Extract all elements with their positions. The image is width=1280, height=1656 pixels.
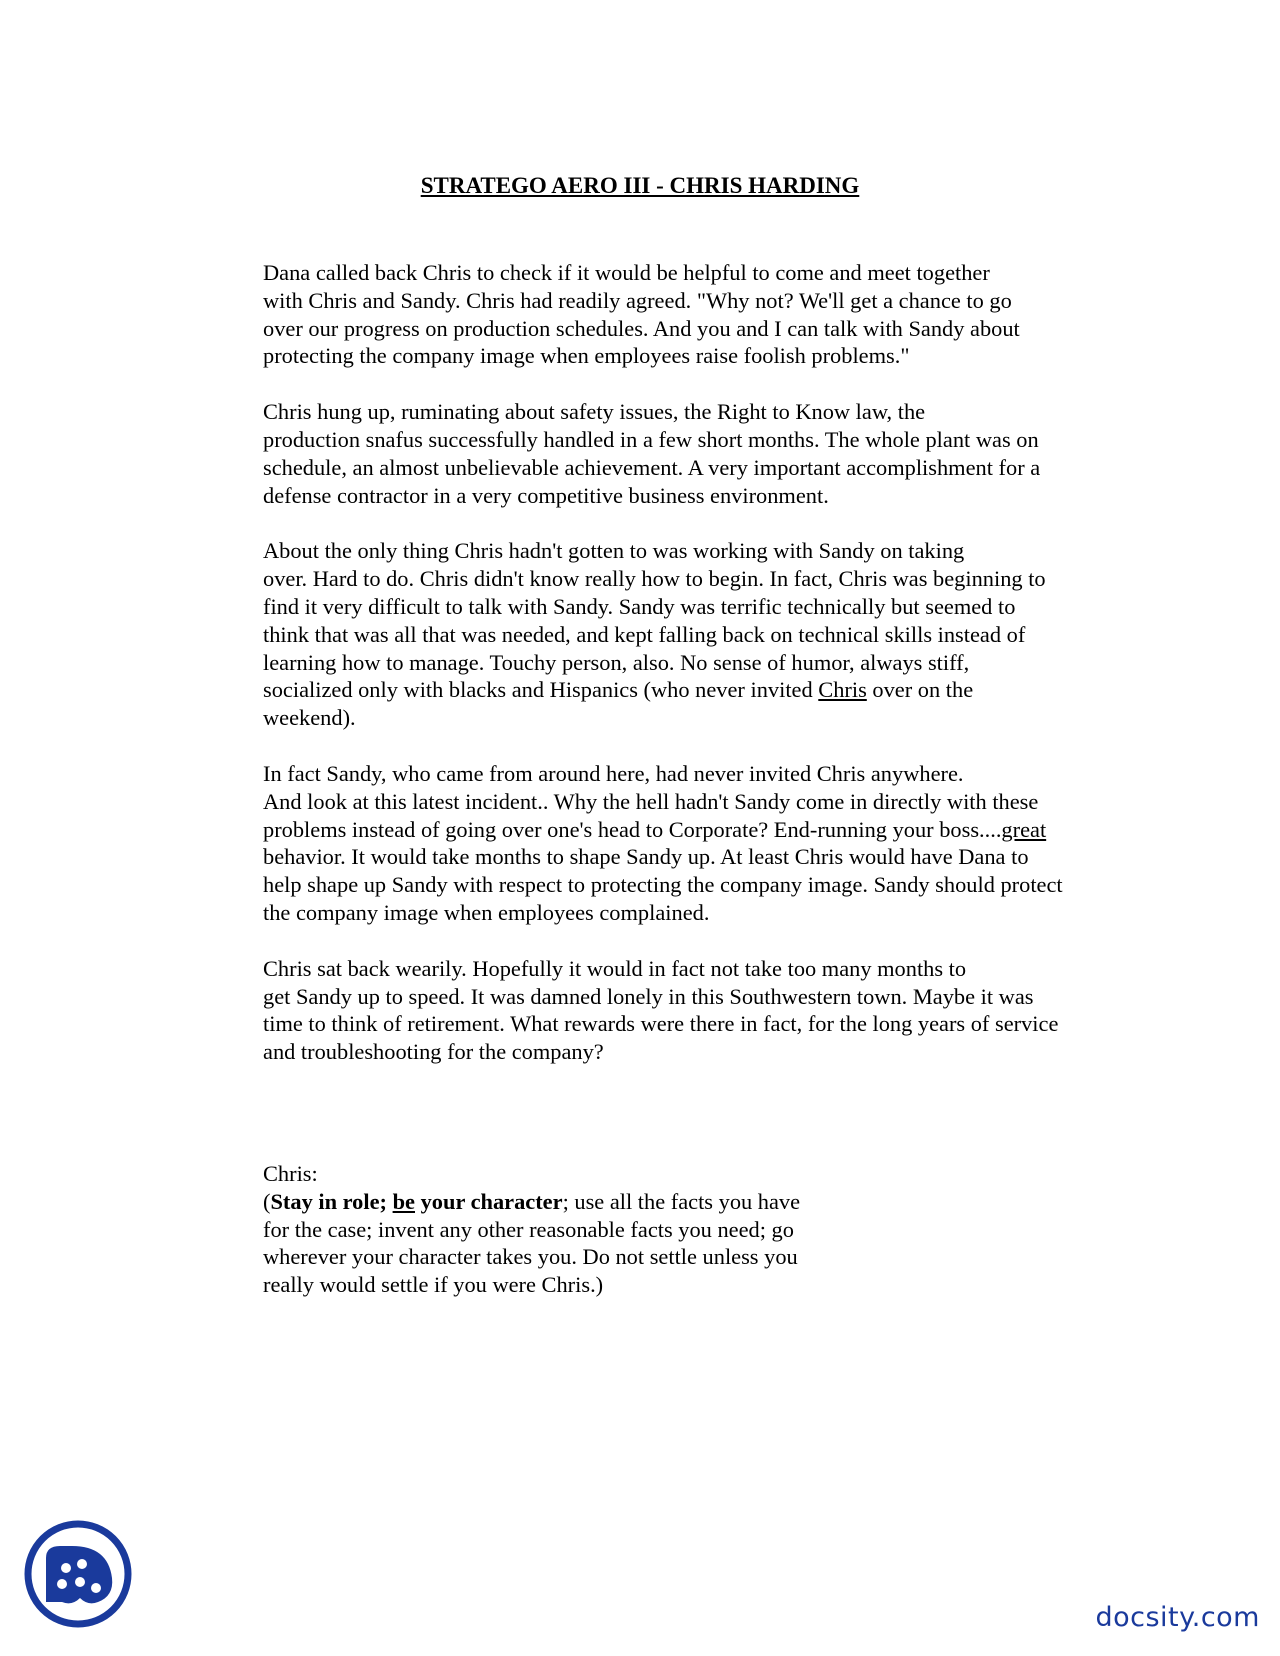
text-span: over on the (866, 677, 974, 703)
text-span: Stay in role; (270, 1188, 393, 1214)
text-line: for the case; invent any other reasonable facts you need; go (263, 1216, 794, 1242)
text-line: behavior. It would take months to shape Sandy up. At least Chris would have Dana to (263, 844, 1029, 870)
text-line: help shape up Sandy with respect to protecting the company image. Sandy should protect (263, 872, 1063, 898)
text-line: with Chris and Sandy. Chris had readily agreed. "Why not? We'll get a chance to go (263, 287, 1012, 313)
text-line (188, 816, 1098, 844)
logo-graphic (22, 1518, 134, 1630)
text-line: Dana called back Chris to check if it would be helpful to come and meet together (263, 260, 990, 285)
text-span: ; use all the facts you have (562, 1188, 801, 1214)
paragraph-4 (188, 760, 1098, 927)
text-line: protecting the company image when employees raise foolish problems." (263, 343, 910, 369)
paragraph-2 (188, 398, 1098, 509)
text-line: production snafus successfully handled in a few short months. The whole plant was on (263, 426, 1039, 452)
text-line: defense contractor in a very competitive business environment. (263, 482, 829, 508)
text-span: your character (415, 1188, 563, 1214)
paragraph-5 (188, 955, 1098, 1066)
text-line: Chris hung up, ruminating about safety issues, the Right to Know law, the (263, 399, 926, 425)
text-line (263, 1188, 903, 1216)
paragraph-1 (188, 259, 1098, 370)
text-line: really would settle if you were Chris.) (263, 1272, 604, 1298)
text-line: Chris sat back wearily. Hopefully it would in fact not take too many months to (263, 955, 967, 981)
bold-text (270, 1189, 562, 1214)
text-line: In fact Sandy, who came from around here, had never invited Chris anywhere. (263, 760, 964, 786)
text-line: over. Hard to do. Chris didn't know really how to begin. In fact, Chris was beginning to (263, 566, 1046, 592)
text-line: over our progress on production schedules. And you and I can talk with Sandy about (263, 315, 1020, 341)
brand-link[interactable]: docsity.com (1095, 1602, 1260, 1633)
text-line: think that was all that was needed, and kept falling back on technical skills instead of (263, 621, 1026, 647)
underlined-word: be (392, 1188, 415, 1214)
docsity-logo-icon[interactable] (22, 1518, 134, 1630)
document-body (188, 259, 1098, 1094)
text-line: schedule, an almost unbelievable achievement. A very important accomplishment for a (263, 454, 1041, 480)
underlined-word: Chris (818, 677, 867, 703)
underlined-word: great (1001, 816, 1047, 842)
text-line: learning how to manage. Touchy person, also. No sense of humor, always stiff, (263, 649, 970, 675)
text-line: the company image when employees complained. (263, 899, 710, 925)
text-line: wherever your character takes you. Do not settle unless you (263, 1244, 798, 1270)
role-instructions (263, 1160, 903, 1299)
text-line: About the only thing Chris hadn't gotten to was working with Sandy on taking (263, 538, 965, 564)
text-line: weekend). (263, 705, 356, 731)
text-line: get Sandy up to speed. It was damned lonely in this Southwestern town. Maybe it was (263, 983, 1034, 1009)
text-span: problems instead of going over one's head to Corporate? End-running your boss.... (263, 816, 1002, 842)
role-heading: Chris: (263, 1161, 318, 1186)
paragraph-3 (188, 537, 1098, 732)
text-line: And look at this latest incident.. Why the hell hadn't Sandy come in directly with these (263, 788, 1039, 814)
page-title: STRATEGO AERO III - CHRIS HARDING (420, 173, 860, 198)
text-line (188, 676, 1098, 704)
text-line: find it very difficult to talk with Sandy. Sandy was terrific technically but seemed to (263, 593, 1016, 619)
text-span: socialized only with blacks and Hispanics (who never invited (263, 677, 819, 703)
text-line: time to think of retirement. What rewards were there in fact, for the long years of service (263, 1011, 1059, 1037)
text-line: and troubleshooting for the company? (263, 1039, 604, 1065)
text-span: ( (263, 1188, 271, 1214)
